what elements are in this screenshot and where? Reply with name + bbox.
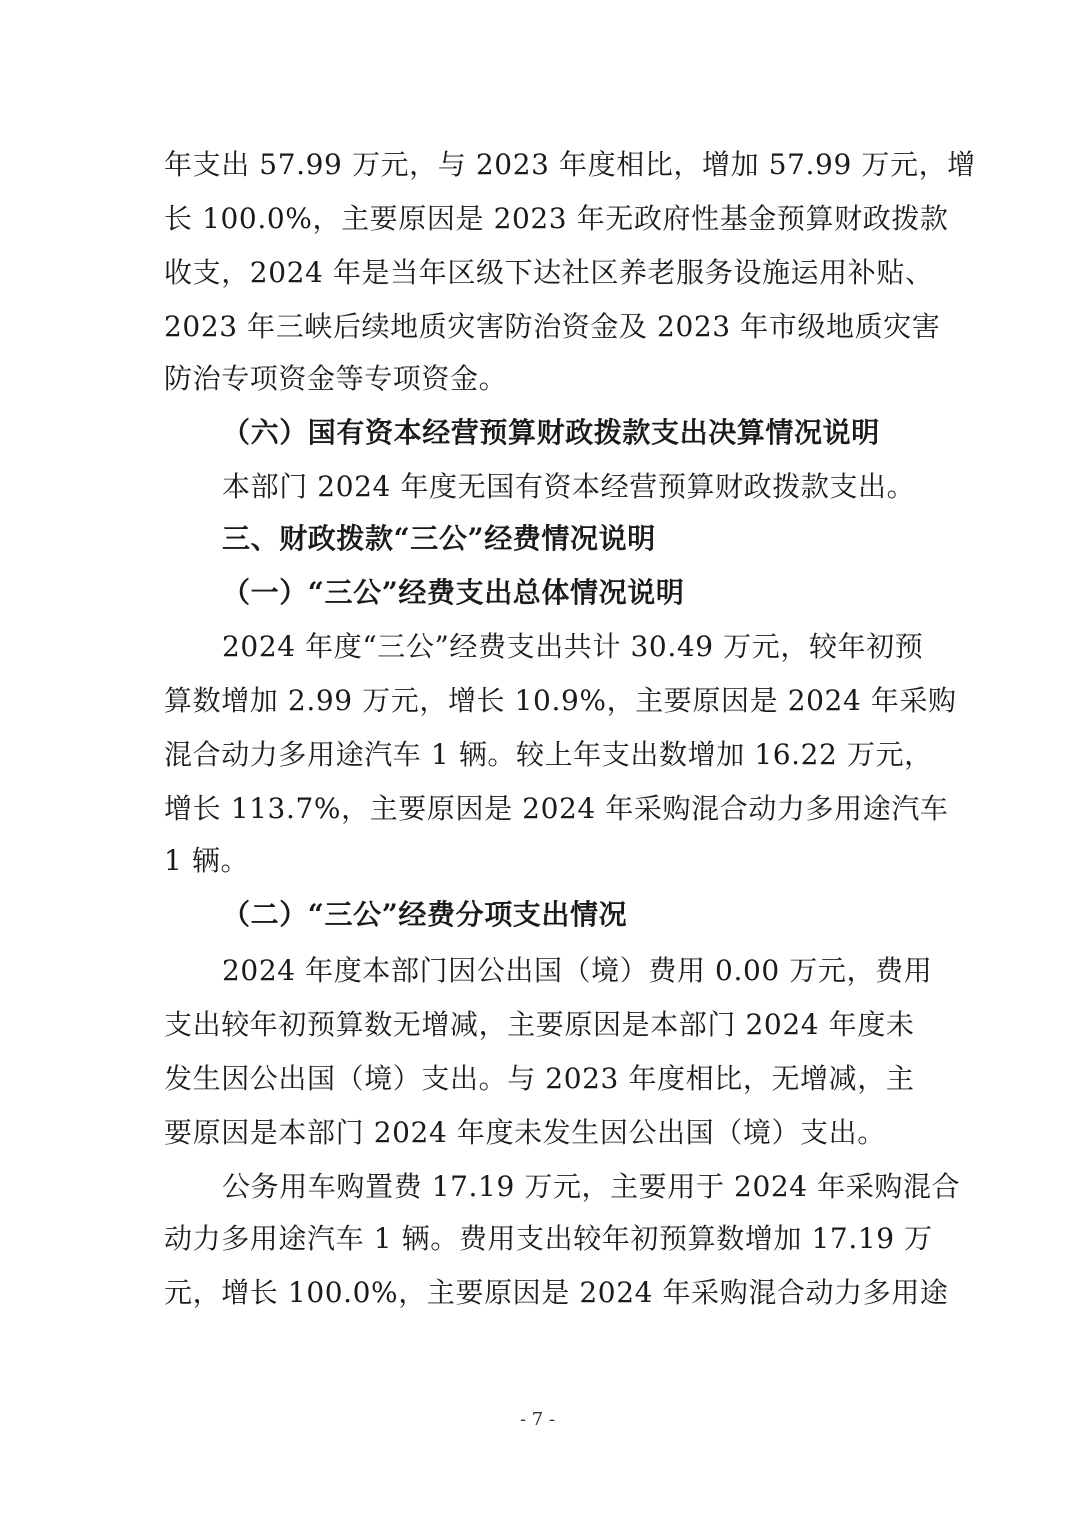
text-line: 2023 年三峡后续地质灾害防治资金及 2023 年市级地质灾害 <box>164 310 941 343</box>
text-line: 公务用车购置费 17.19 万元，主要用于 2024 年采购混合 <box>222 1170 961 1203</box>
text-line: 2024 年度本部门因公出国（境）费用 0.00 万元，费用 <box>222 954 933 987</box>
text-line: 元，增长 100.0%，主要原因是 2024 年采购混合动力多用途 <box>164 1276 949 1309</box>
text-line: 混合动力多用途汽车 1 辆。较上年支出数增加 16.22 万元， <box>164 738 933 771</box>
text-line: 本部门 2024 年度无国有资本经营预算财政拨款支出。 <box>222 470 916 503</box>
section-heading: （二）“三公”经费分项支出情况 <box>222 898 628 931</box>
text-line: 年支出 57.99 万元，与 2023 年度相比，增加 57.99 万元，增 <box>164 148 976 181</box>
text-line: 发生因公出国（境）支出。与 2023 年度相比，无增减，主 <box>164 1062 915 1095</box>
text-line: 1 辆。 <box>164 844 250 877</box>
text-line: 收支，2024 年是当年区级下达社区养老服务设施运用补贴、 <box>164 256 934 289</box>
text-line: 2024 年度“三公”经费支出共计 30.49 万元，较年初预 <box>222 630 924 663</box>
text-line: 算数增加 2.99 万元，增长 10.9%，主要原因是 2024 年采购 <box>164 684 957 717</box>
chapter-heading: 三、财政拨款“三公”经费情况说明 <box>222 522 656 555</box>
section-heading: （一）“三公”经费支出总体情况说明 <box>222 576 685 609</box>
text-line: 增长 113.7%，主要原因是 2024 年采购混合动力多用途汽车 <box>164 792 949 825</box>
text-line: 要原因是本部门 2024 年度未发生因公出国（境）支出。 <box>164 1116 886 1149</box>
section-heading: （六）国有资本经营预算财政拨款支出决算情况说明 <box>222 416 880 449</box>
text-line: 长 100.0%，主要原因是 2023 年无政府性基金预算财政拨款 <box>164 202 949 235</box>
text-line: 防治专项资金等专项资金。 <box>164 362 508 395</box>
text-line: 动力多用途汽车 1 辆。费用支出较年初预算数增加 17.19 万 <box>164 1222 933 1255</box>
page-number: - 7 - <box>519 1409 556 1430</box>
text-line: 支出较年初预算数无增减，主要原因是本部门 2024 年度未 <box>164 1008 915 1041</box>
